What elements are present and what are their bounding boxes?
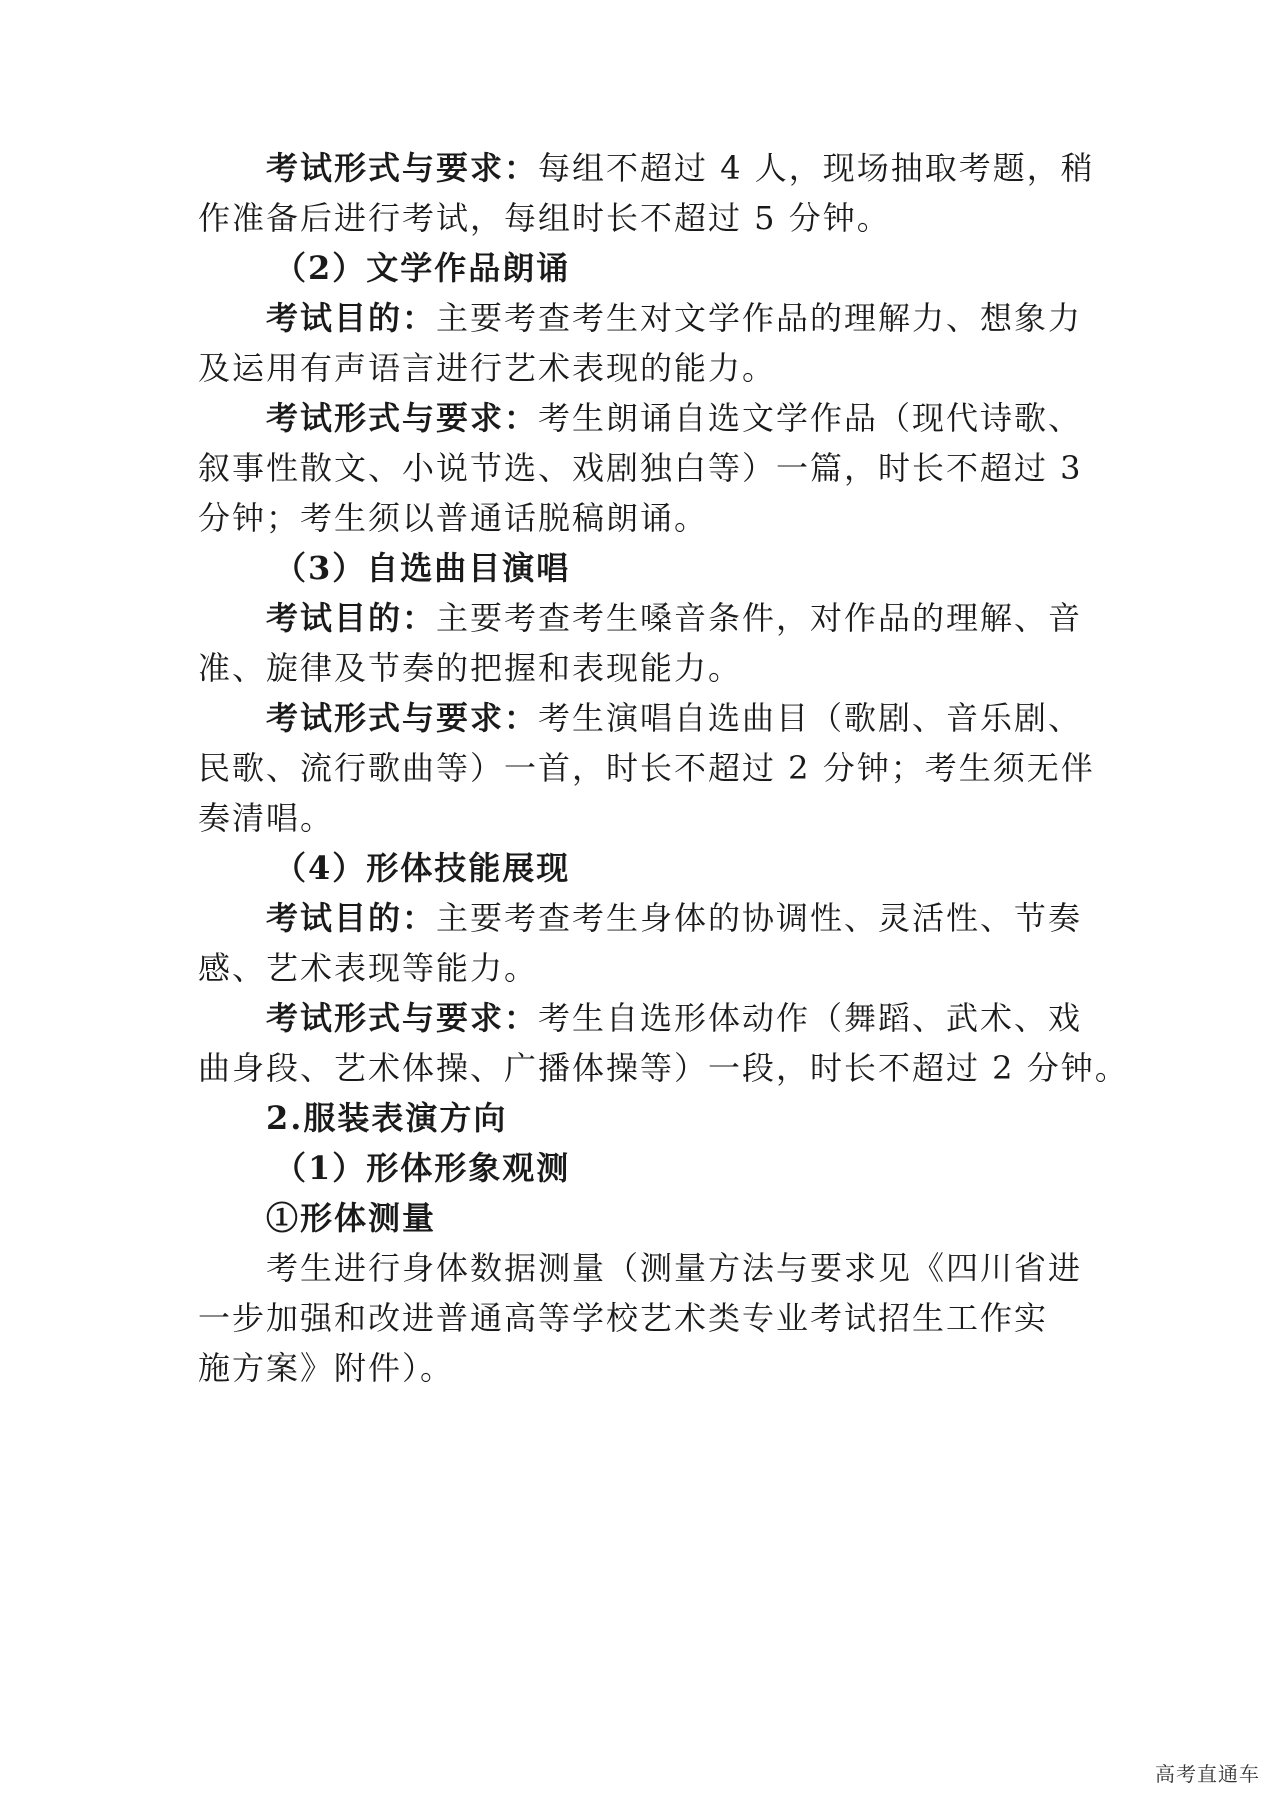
text-line: 作准备后进行考试，每组时长不超过 5 分钟。 xyxy=(198,199,891,237)
label-exam-purpose: 考试目的： xyxy=(266,299,437,337)
exam-purpose-paragraph-recitation xyxy=(266,298,1098,338)
exam-format-paragraph-recitation xyxy=(266,398,1098,438)
text-line: 施方案》附件）。 xyxy=(198,1349,455,1387)
text-line: 奏清唱。 xyxy=(198,799,335,837)
text-line: 主要考查考生嗓音条件，对作品的理解、音 xyxy=(436,599,1083,637)
label-exam-purpose: 考试目的： xyxy=(266,899,437,937)
section-heading-singing: （3）自选曲目演唱 xyxy=(274,549,571,587)
label-exam-format: 考试形式与要求： xyxy=(266,999,539,1037)
text-line: 考生演唱自选曲目（歌剧、音乐剧、 xyxy=(538,699,1083,737)
text-line: 考生朗诵自选文学作品（现代诗歌、 xyxy=(538,399,1083,437)
exam-format-paragraph-1 xyxy=(266,148,1098,188)
text-line: 一步加强和改进普通高等学校艺术类专业考试招生工作实 xyxy=(198,1299,1049,1337)
text-line: 叙事性散文、小说节选、戏剧独白等）一篇，时长不超过 3 xyxy=(198,449,1083,487)
text-line: 考生进行身体数据测量（测量方法与要求见《四川省进 xyxy=(266,1249,1083,1287)
label-exam-purpose: 考试目的： xyxy=(266,599,437,637)
text-line: 曲身段、艺术体操、广播体操等）一段，时长不超过 2 分钟。 xyxy=(198,1049,1129,1087)
text-line: 主要考查考生身体的协调性、灵活性、节奏 xyxy=(436,899,1083,937)
section-heading-body-skills: （4）形体技能展现 xyxy=(274,849,571,887)
exam-format-paragraph-body xyxy=(266,998,1098,1038)
text-line: 准、旋律及节奏的把握和表现能力。 xyxy=(198,649,743,687)
label-exam-format: 考试形式与要求： xyxy=(266,699,539,737)
text-line: 及运用有声语言进行艺术表现的能力。 xyxy=(198,349,777,387)
watermark-text: 高考直通车 xyxy=(1155,1762,1260,1786)
exam-format-paragraph-singing xyxy=(266,698,1098,738)
label-exam-format: 考试形式与要求： xyxy=(266,149,539,187)
exam-purpose-paragraph-body xyxy=(266,898,1098,938)
text-line: 主要考查考生对文学作品的理解力、想象力 xyxy=(436,299,1083,337)
label-exam-format: 考试形式与要求： xyxy=(266,399,539,437)
text-line: 民歌、流行歌曲等）一首，时长不超过 2 分钟；考生须无伴 xyxy=(198,749,1095,787)
section-heading-recitation: （2）文学作品朗诵 xyxy=(274,249,571,287)
section-heading-fashion: 2.服装表演方向 xyxy=(266,1099,508,1137)
exam-purpose-paragraph-singing xyxy=(266,598,1098,638)
text-line: 考生自选形体动作（舞蹈、武术、戏 xyxy=(538,999,1083,1037)
text-line: 感、艺术表现等能力。 xyxy=(198,949,539,987)
section-heading-observation: （1）形体形象观测 xyxy=(274,1149,571,1187)
text-line: 每组不超过 4 人，现场抽取考题，稍 xyxy=(538,149,1095,187)
section-heading-measurement: ①形体测量 xyxy=(266,1199,437,1237)
text-line: 分钟；考生须以普通话脱稿朗诵。 xyxy=(198,499,709,537)
